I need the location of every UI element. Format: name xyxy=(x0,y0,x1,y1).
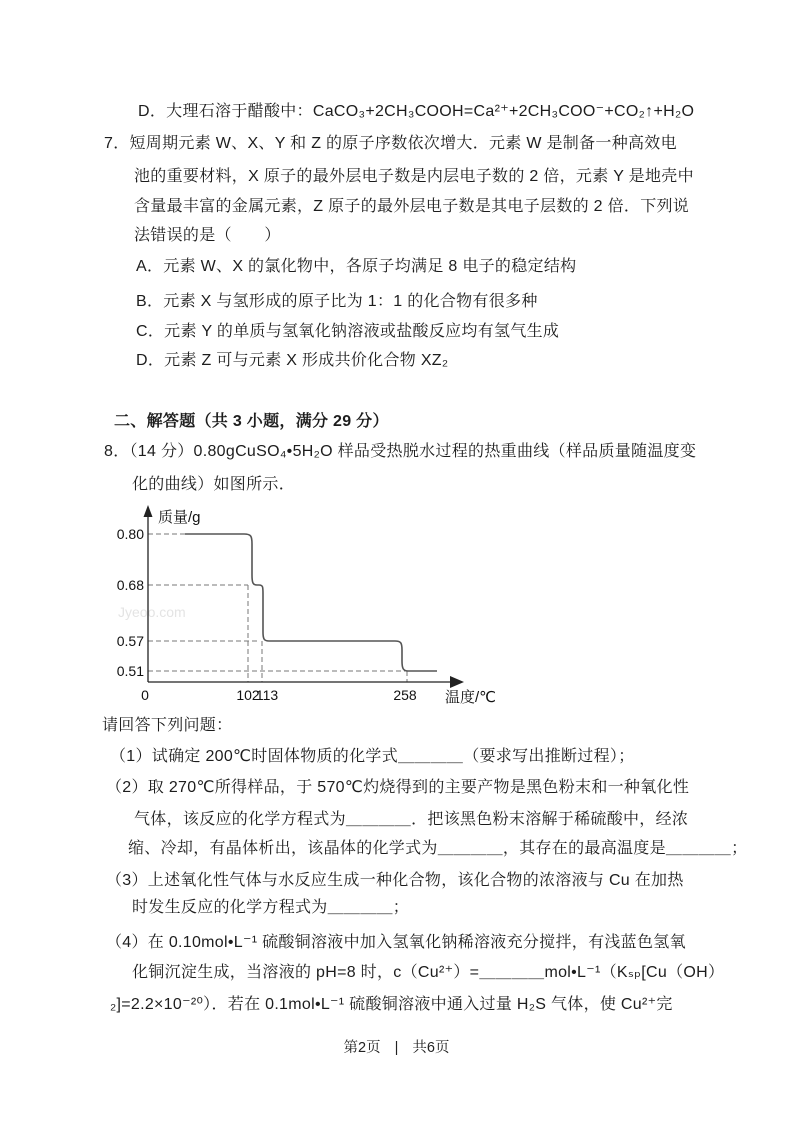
footer-page-total: 共6页 xyxy=(412,1040,450,1056)
q8-part4-line3: ₂]=2.2×10⁻²⁰）．若在 0.1mol•L⁻¹ 硫酸铜溶液中通入过量 H₂S 气体，使 Cu²⁺完 xyxy=(110,996,673,1013)
q8-part1: （1）试确定 200℃时固体物质的化学式＿＿＿＿（要求写出推断过程）； xyxy=(110,748,635,765)
x-tick-labels xyxy=(141,687,417,703)
q8-part3-line2: 时发生反应的化学方程式为＿＿＿＿； xyxy=(132,899,410,916)
xtick-113: 113 xyxy=(255,687,279,703)
q8-part3-line1: （3）上述氧化性气体与水反应生成一种化合物，该化合物的浓溶液与 Cu 在加热 xyxy=(106,872,684,889)
q8-part2-line2: 气体，该反应的化学方程式为＿＿＿＿．把该黑色粉末溶解于稀硫酸中，经浓 xyxy=(134,811,689,828)
q6-option-d: D．大理石溶于醋酸中：CaCO₃+2CH₃COOH=Ca²⁺+2CH₃COO⁻+CO₂↑+H₂O xyxy=(138,103,695,120)
ytick-057: 0.57 xyxy=(116,633,144,649)
footer-page-number: 第2页 xyxy=(343,1040,381,1056)
q7-option-c: C．元素 Y 的单质与氢氧化钠溶液或盐酸反应均有氢气生成 xyxy=(136,323,560,340)
q8-stem-line1: 8．（14 分）0.80gCuSO₄•5H₂O 样品受热脱水过程的热重曲线（样品质量随温度变 xyxy=(104,443,697,460)
x-axis-arrow-icon xyxy=(450,676,464,688)
q7-stem-line3: 含量最丰富的金属元素，Z 原子的最外层电子数是其电子层数的 2 倍．下列说 xyxy=(134,198,690,215)
xtick-258: 258 xyxy=(393,687,417,703)
q7-stem-line2: 池的重要材料，X 原子的最外层电子数是内层电子数的 2 倍，元素 Y 是地壳中 xyxy=(134,168,694,185)
page-footer xyxy=(0,1036,793,1057)
q8-stem-line2: 化的曲线）如图所示． xyxy=(132,476,296,493)
q8-part2-line1: （2）取 270℃所得样品，于 570℃灼烧得到的主要产物是黑色粉末和一种氧化性 xyxy=(106,779,690,796)
q7-option-b: B．元素 X 与氢形成的原子比为 1：1 的化合物有很多种 xyxy=(136,293,538,310)
q8-part4-line2: 化铜沉淀生成，当溶液的 pH=8 时，c（Cu²⁺）=＿＿＿＿mol•L⁻¹（Kₛₚ[Cu（OH） xyxy=(132,964,725,981)
ytick-080: 0.80 xyxy=(116,526,144,542)
dashed-gridlines xyxy=(148,534,407,682)
q8-part2-line3: 缩、冷却，有晶体析出，该晶体的化学式为＿＿＿＿，其存在的最高温度是＿＿＿＿； xyxy=(128,840,748,857)
watermark-text: Jyeoo.com xyxy=(118,604,186,620)
q8-part4-line1: （4）在 0.10mol•L⁻¹ 硫酸铜溶液中加入氢氧化钠稀溶液充分搅拌，有浅蓝色氢氧 xyxy=(106,934,686,951)
x-axis-title: 温度/℃ xyxy=(445,689,497,706)
q7-option-d: D．元素 Z 可与元素 X 形成共价化合物 XZ₂ xyxy=(136,352,449,369)
y-axis-arrow-icon xyxy=(144,505,153,517)
q7-option-a: A．元素 W、X 的氯化物中，各原子均满足 8 电子的稳定结构 xyxy=(136,258,577,275)
footer-separator: | xyxy=(394,1040,399,1056)
axes xyxy=(148,510,455,682)
section2-header: 二、解答题（共 3 小题，满分 29 分） xyxy=(114,413,389,430)
q8-prompt: 请回答下列问题： xyxy=(102,717,233,734)
q7-stem-line4: 法错误的是（ ） xyxy=(134,227,281,244)
q7-stem-line1: 7．短周期元素 W、X、Y 和 Z 的原子序数依次增大．元素 W 是制备一种高效电 xyxy=(104,135,677,152)
ytick-068: 0.68 xyxy=(116,577,144,593)
y-axis-title: 质量/g xyxy=(158,509,201,526)
xtick-102: 102 xyxy=(236,687,260,703)
y-tick-labels xyxy=(117,526,144,679)
thermogravimetric-chart xyxy=(115,505,515,710)
ytick-051: 0.51 xyxy=(116,663,144,679)
tg-curve xyxy=(185,534,437,671)
xtick-0: 0 xyxy=(141,687,149,703)
